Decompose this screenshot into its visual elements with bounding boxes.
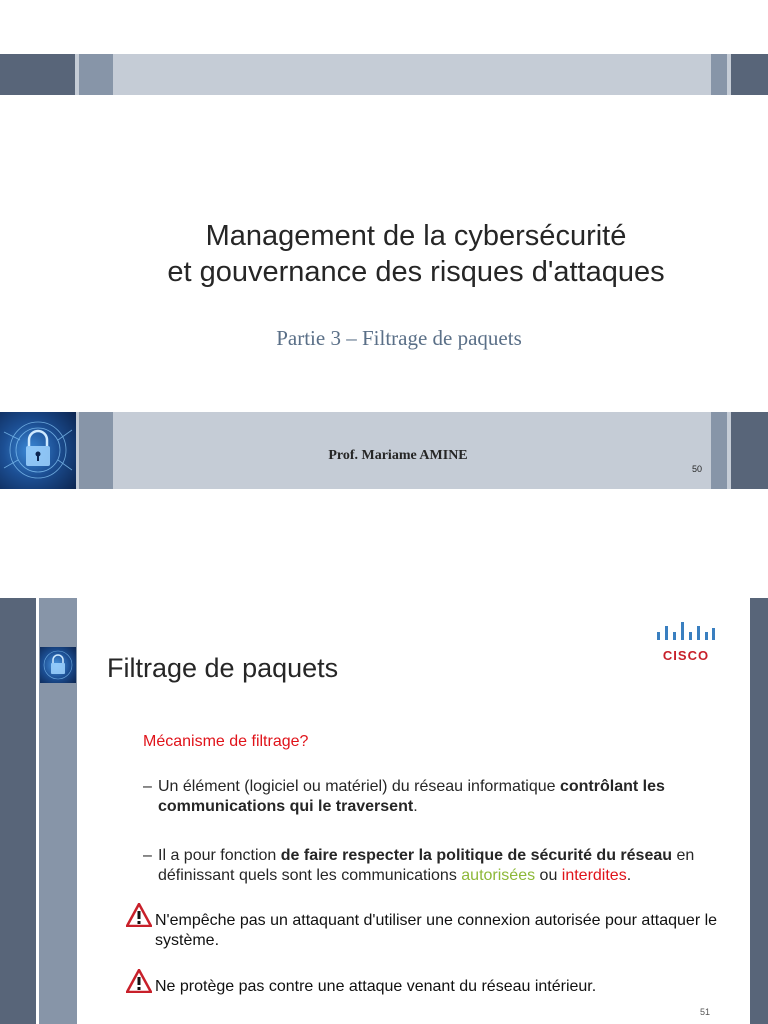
bullet-text-2: en définissant quels sont les communications — [158, 847, 695, 884]
page-number: 51 — [700, 1007, 711, 1017]
bullet-bold-text: de faire respecter la politique de sécurité du réseau — [280, 847, 673, 864]
slide-subtitle: Partie 3 – Filtrage de paquets — [276, 326, 522, 350]
title-line-2: et gouvernance des risques d'attaques — [167, 256, 665, 288]
forbidden-word: interdites — [561, 867, 627, 884]
bottom-banner — [0, 412, 768, 489]
bullet-text: Il a pour fonction — [158, 847, 281, 864]
bullet-item-2 — [143, 846, 733, 886]
bullet-end: . — [413, 798, 418, 815]
cisco-logo — [655, 622, 717, 664]
bullet-dash: – — [143, 847, 152, 864]
title-line-1: Management de la cybersécurité — [205, 220, 627, 252]
allowed-word: autorisées — [461, 867, 536, 884]
top-banner — [0, 54, 768, 95]
page-number: 50 — [692, 464, 703, 474]
banner-block-right-dark — [731, 54, 768, 95]
left-band-dark — [0, 598, 36, 1024]
cisco-wordmark: CISCO — [662, 648, 710, 663]
or-word: ou — [535, 867, 562, 884]
warning-icon — [126, 903, 152, 927]
banner-block-dark — [0, 54, 75, 95]
banner-block-right-mid — [711, 54, 727, 95]
warning-text-2: Ne protège pas contre une attaque venant du réseau intérieur. — [155, 978, 597, 995]
banner-block-mid — [79, 54, 113, 95]
warning-icon — [126, 969, 152, 993]
slide-title — [0, 218, 768, 290]
warning-text-1: N'empêche pas un attaquant d'utiliser une connexion autorisée pour attaquer le système. — [155, 912, 718, 949]
bullet-item-1 — [143, 777, 733, 817]
cisco-bars-icon — [655, 622, 717, 646]
author-name: Prof. Mariame AMINE — [328, 448, 468, 463]
section-question: Mécanisme de filtrage? — [143, 733, 309, 750]
bullet-text: Un élément (logiciel ou matériel) du réseau informatique — [158, 778, 560, 795]
right-band-dark — [750, 598, 768, 1024]
slide-51 — [0, 598, 768, 1024]
slide-title: Filtrage de paquets — [107, 653, 339, 683]
cyber-lock-thumbnail — [40, 647, 76, 683]
bullet-dash: – — [143, 778, 152, 795]
bullet-end: . — [626, 867, 632, 884]
bullet-bold-text: contrôlant les communications qui le traversent — [158, 778, 665, 815]
